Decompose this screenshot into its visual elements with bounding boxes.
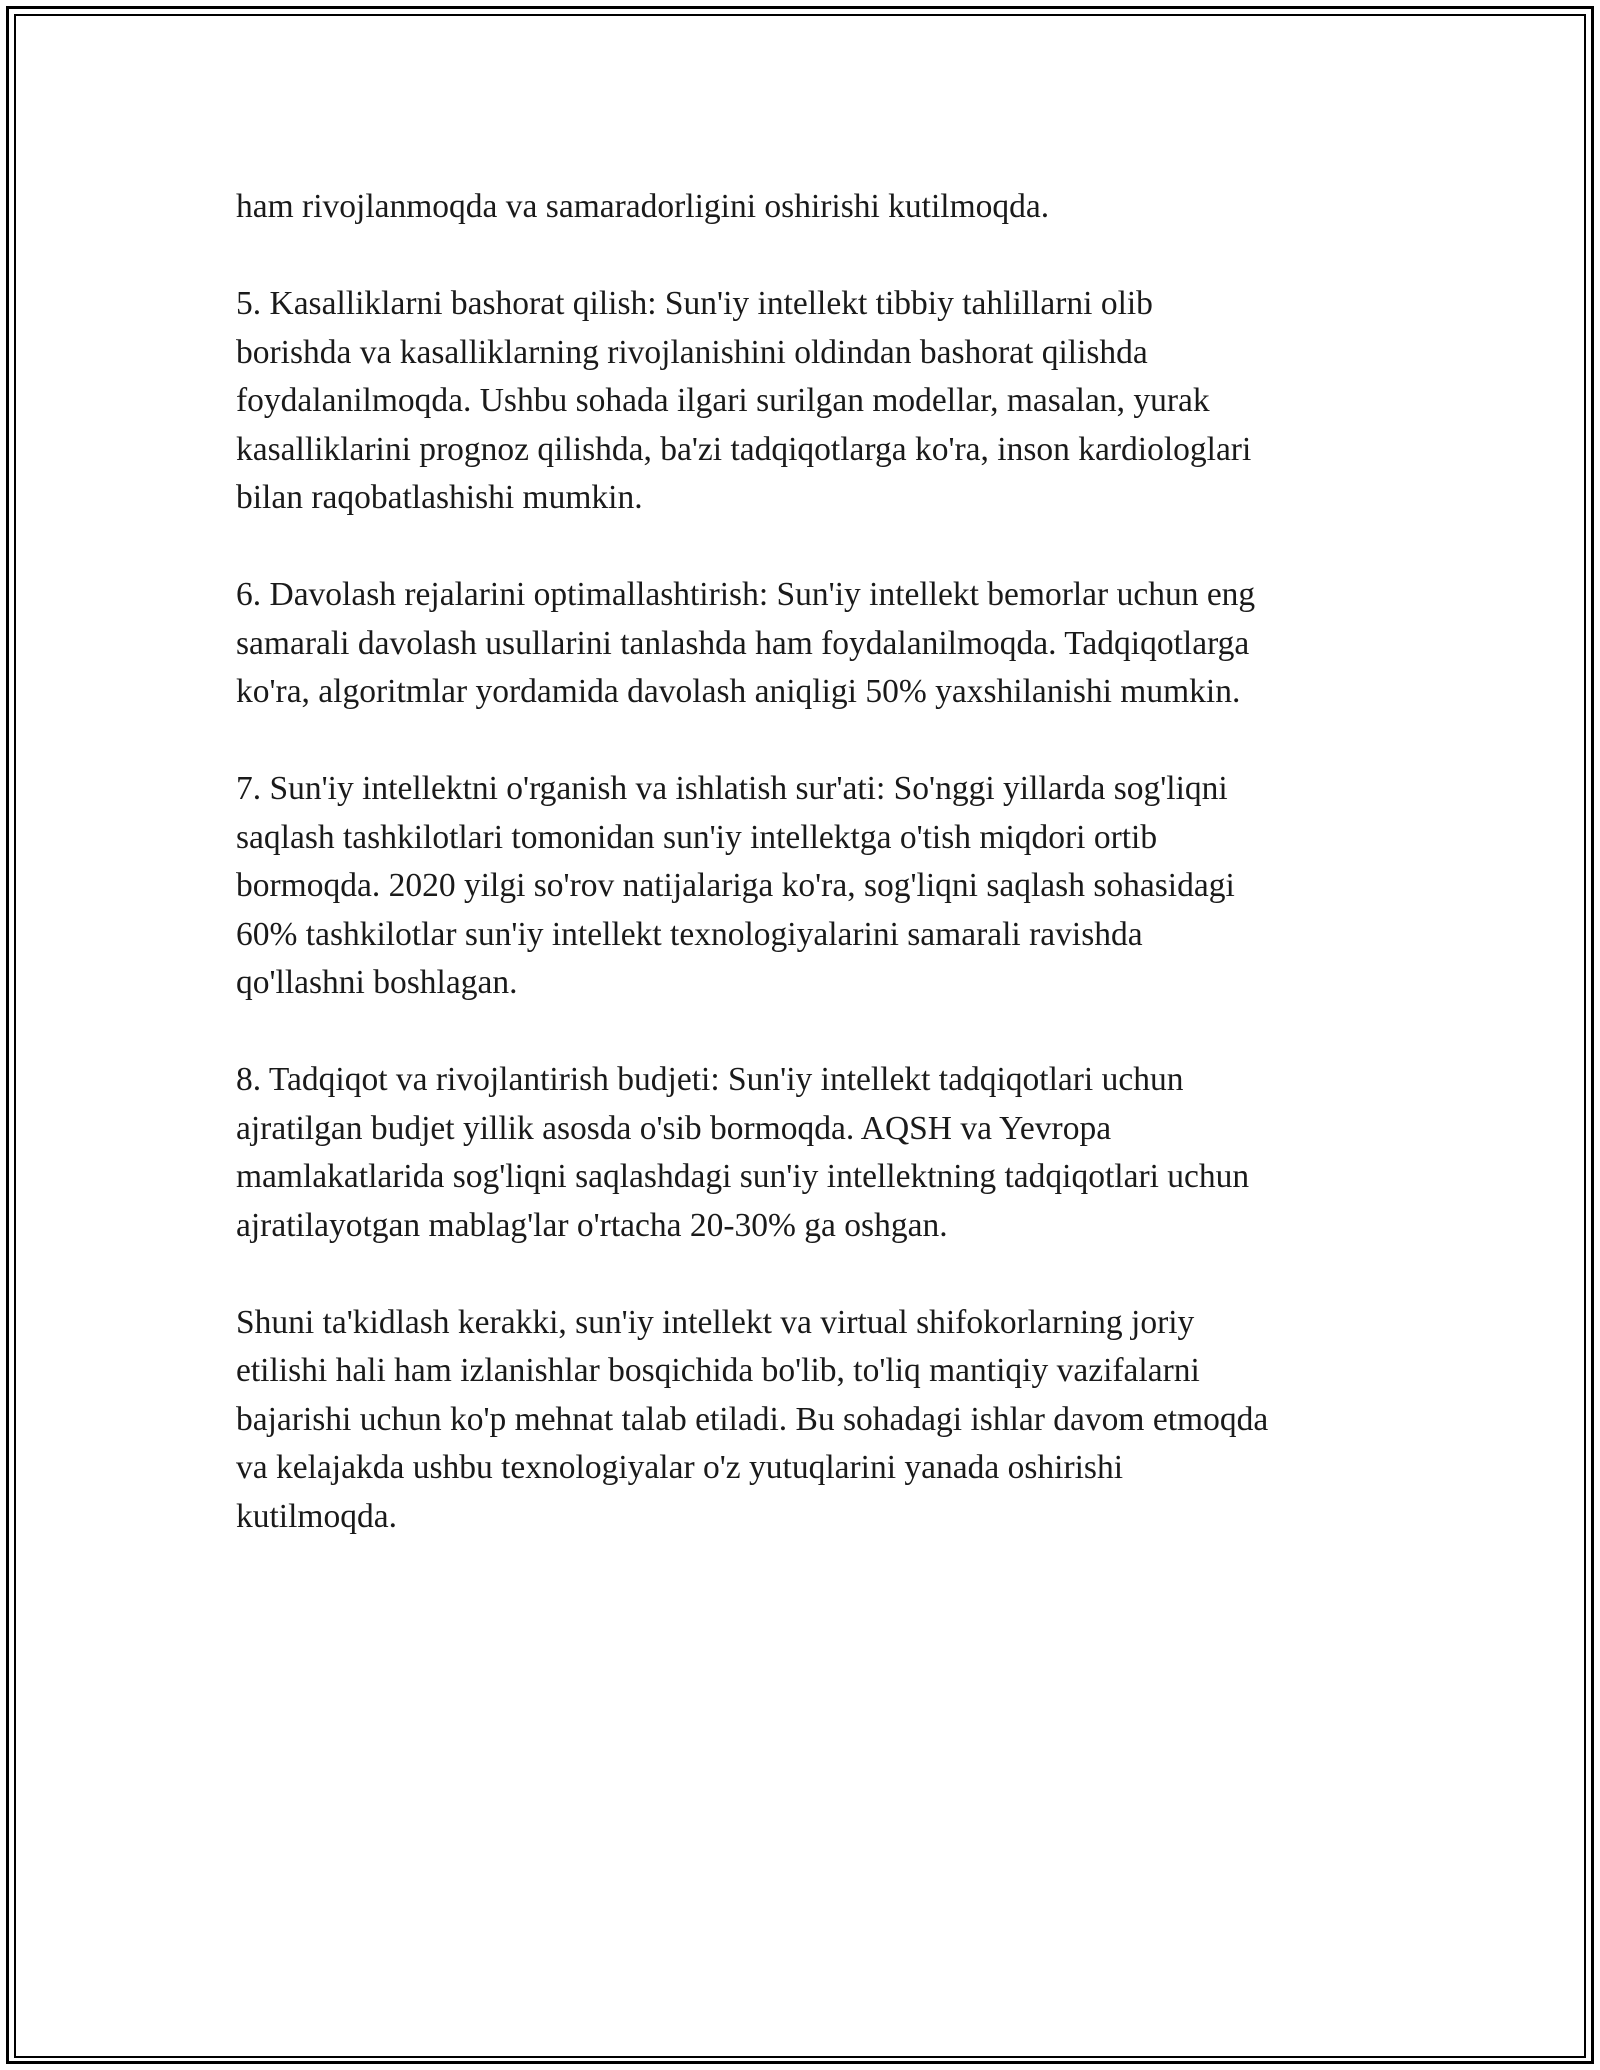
- text-line: kutilmoqda.: [236, 1497, 397, 1535]
- text-line: borishda va kasalliklarning rivojlanishini oldindan bashorat qilishda: [236, 333, 1148, 371]
- document-body: [236, 183, 1386, 1590]
- text-line: ajratilayotgan mablag'lar o'rtacha 20-30% ga oshgan.: [236, 1206, 948, 1244]
- text-line: foydalanilmoqda. Ushbu sohada ilgari surilgan modellar, masalan, yurak: [236, 382, 1210, 419]
- text-line: 7. Sun'iy intellektni o'rganish va ishlatish sur'ati: So'nggi yillarda sog'liqni: [236, 770, 1228, 807]
- text-line: mamlakatlarida sog'liqni saqlashdagi sun'iy intellektning tadqiqotlari uchun: [236, 1158, 1250, 1195]
- text-line: 8. Tadqiqot va rivojlantirish budjeti: Sun'iy intellekt tadqiqotlari uchun: [236, 1061, 1184, 1098]
- paragraph-conclusion: [236, 1299, 1386, 1542]
- text-line: 60% tashkilotlar sun'iy intellekt texnologiyalarini samarali ravishda: [236, 915, 1143, 953]
- text-line: 5. Kasalliklarni bashorat qilish: Sun'iy intellekt tibbiy tahlillarni olib: [236, 285, 1153, 322]
- text-line: bormoqda. 2020 yilgi so'rov natijalariga ko'ra, sog'liqni saqlash sohasidagi: [236, 867, 1235, 904]
- paragraph-item-8: [236, 1056, 1386, 1250]
- text-line: bilan raqobatlashishi mumkin.: [236, 479, 643, 516]
- text-line: etilishi hali ham izlanishlar bosqichida bo'lib, to'liq mantiqiy vazifalarni: [236, 1352, 1200, 1389]
- text-line: saqlash tashkilotlari tomonidan sun'iy intellektga o'tish miqdori ortib: [236, 818, 1158, 856]
- paragraph-intro-continuation: [236, 183, 1386, 232]
- paragraph-item-7: [236, 765, 1386, 1008]
- text-line: ko'ra, algoritmlar yordamida davolash aniqligi 50% yaxshilanishi mumkin.: [236, 673, 1241, 710]
- text-line: kasalliklarini prognoz qilishda, ba'zi tadqiqotlarga ko'ra, inson kardiologlari: [236, 430, 1252, 468]
- text-line: samarali davolash usullarini tanlashda ham foydalanilmoqda. Tadqiqotlarga: [236, 624, 1250, 662]
- text-line: Shuni ta'kidlash kerakki, sun'iy intellekt va virtual shifokorlarning joriy: [236, 1303, 1195, 1341]
- text-line: qo'llashni boshlagan.: [236, 964, 518, 1001]
- text-line: va kelajakda ushbu texnologiyalar o'z yutuqlarini yanada oshirishi: [236, 1449, 1124, 1486]
- text-line: 6. Davolash rejalarini optimallashtirish: Sun'iy intellekt bemorlar uchun eng: [236, 576, 1256, 613]
- paragraph-item-5: [236, 280, 1386, 523]
- paragraph-item-6: [236, 571, 1386, 717]
- text-line: ham rivojlanmoqda va samaradorligini oshirishi kutilmoqda.: [236, 188, 1050, 225]
- text-line: ajratilgan budjet yillik asosda o'sib bormoqda. AQSH va Yevropa: [236, 1109, 1112, 1147]
- text-line: bajarishi uchun ko'p mehnat talab etiladi. Bu sohadagi ishlar davom etmoqda: [236, 1400, 1269, 1438]
